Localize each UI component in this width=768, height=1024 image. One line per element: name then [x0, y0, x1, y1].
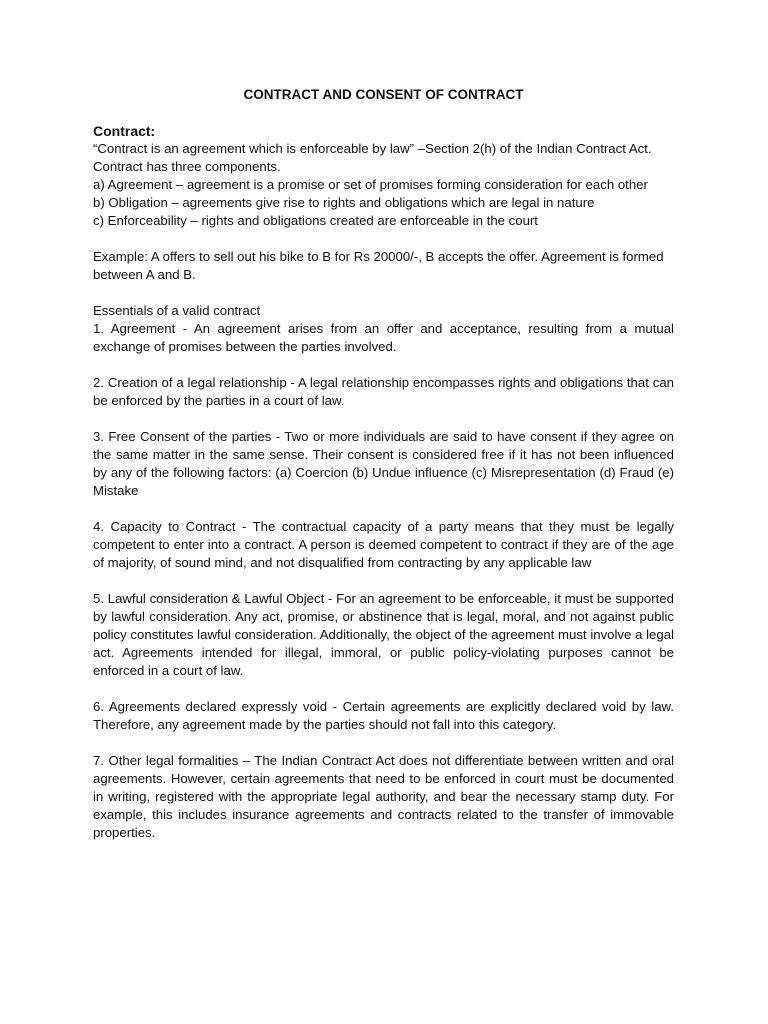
- document-title: CONTRACT AND CONSENT OF CONTRACT: [243, 87, 524, 102]
- paragraph-spacer: [93, 734, 674, 752]
- essential-item-legal-formalities: 7. Other legal formalities – The Indian Contract Act does not differentiate between written and oral agreements. However, certain agreements that need to be enforced in court must be documented in writing, registered with the appropriate legal authority, and bear the necessary stamp duty. For example, this includes insurance agreements and contracts related to the transfer of immovable properties.: [93, 753, 674, 840]
- contract-definition: “Contract is an agreement which is enforceable by law” –Section 2(h) of the Indian Contract Act.: [93, 141, 652, 156]
- paragraph-spacer: [93, 284, 674, 302]
- paragraph-spacer: [93, 230, 674, 248]
- component-item: b) Obligation – agreements give rise to rights and obligations which are legal in nature: [93, 195, 595, 210]
- paragraph-spacer: [93, 500, 674, 518]
- paragraph-spacer: [93, 410, 674, 428]
- paragraph-spacer: [93, 572, 674, 590]
- paragraph-spacer: [93, 680, 674, 698]
- component-item: c) Enforceability – rights and obligations created are enforceable in the court: [93, 213, 538, 228]
- document-body: [93, 86, 674, 842]
- essential-item-legal-relationship: 2. Creation of a legal relationship - A legal relationship encompasses rights and obligations that can be enforced by the parties in a court of law.: [93, 375, 674, 408]
- essential-item-free-consent: 3. Free Consent of the parties - Two or more individuals are said to have consent if they agree on the same matter in the same sense. Their consent is considered free if it has not been influenced by any of the following factors: (a) Coercion (b) Undue influence (c) Misrepresentation (d) Fraud (e) Mistake: [93, 429, 674, 498]
- essential-item-capacity: 4. Capacity to Contract - The contractual capacity of a party means that they must be legally competent to enter into a contract. A person is deemed competent to contract if they are of the age of majority, of sound mind, and not disqualified from contracting by any applicable law: [93, 519, 674, 570]
- essentials-intro: Essentials of a valid contract: [93, 303, 261, 318]
- paragraph-spacer: [93, 356, 674, 374]
- essential-item-agreement: 1. Agreement - An agreement arises from an offer and acceptance, resulting from a mutual exchange of promises between the parties involved.: [93, 321, 674, 354]
- essential-item-lawful-consideration: 5. Lawful consideration & Lawful Object - For an agreement to be enforceable, it must be supported by lawful consideration. Any act, promise, or abstinence that is legal, moral, and not against public policy constitutes lawful consideration. Additionally, the object of the agreement must involve a legal act. Agreements intended for illegal, immoral, or public policy-violating purposes cannot be enforced in a court of law.: [93, 591, 674, 678]
- components-intro: Contract has three components.: [93, 159, 281, 174]
- component-item: a) Agreement – agreement is a promise or set of promises forming consideration for each other: [93, 177, 648, 192]
- essential-item-void-agreements: 6. Agreements declared expressly void - Certain agreements are explicitly declared void by law. Therefore, any agreement made by the parties should not fall into this category.: [93, 699, 674, 732]
- example-paragraph: Example: A offers to sell out his bike to B for Rs 20000/-, B accepts the offer. Agreement is formed between A and B.: [93, 249, 664, 282]
- section-heading-contract: Contract:: [93, 123, 156, 139]
